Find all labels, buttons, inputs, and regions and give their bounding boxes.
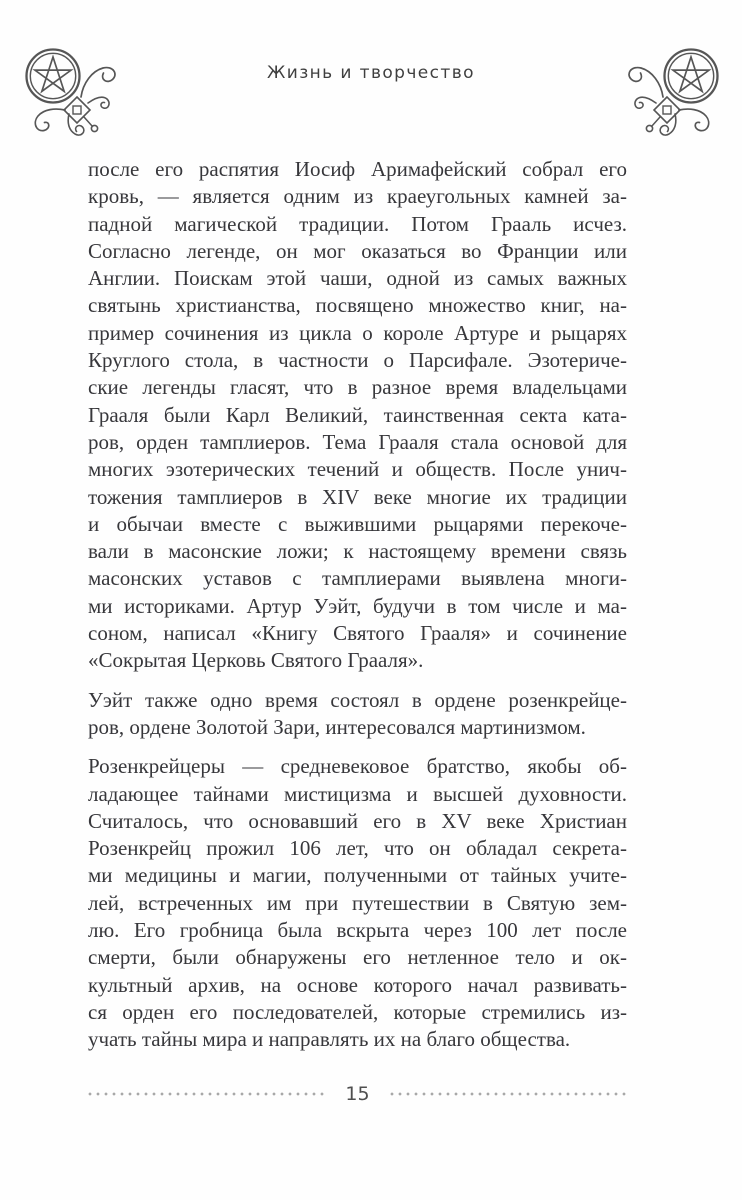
text-line: тожения тамплиеров в XIV веке многие их традиции (88, 484, 627, 509)
text-line: и обычаи вместе с выжившими рыцарями перекоче- (88, 511, 627, 536)
text-line: смерти, были обнаружены его нетленное тело и ок- (88, 945, 627, 970)
text-line: соном, написал «Книгу Святого Грааля» и сочинение (88, 621, 627, 646)
text-line: Грааля были Карл Великий, таинственная секта ката- (88, 402, 627, 427)
paragraph (88, 753, 627, 1053)
pentagram-ornament-right-icon (618, 46, 722, 144)
text-line: ров, ордене Золотой Зари, интересовался мартинизмом. (88, 714, 586, 739)
text-line: учать тайны мира и направлять их на благо общества. (88, 1027, 571, 1052)
text-line: лей, встреченных им при путешествии в Святую зем- (88, 890, 627, 915)
text-line: Согласно легенде, он мог оказаться во Франции или (88, 238, 627, 263)
page-footer (86, 1082, 629, 1106)
text-line: ров, орден тамплиеров. Тема Грааля стала основой для (88, 429, 627, 454)
text-line: Розенкрейц прожил 106 лет, что он обладал секрета- (88, 836, 627, 861)
text-line: Круглого стола, в частности о Парсифале. Эзотериче- (88, 348, 627, 373)
text-line: культный архив, на основе которого начал развивать- (88, 972, 627, 997)
text-line: ми историками. Артур Уэйт, будучи в том числе и ма- (88, 593, 627, 618)
body-text (88, 156, 627, 1054)
text-line: Англии. Поискам этой чаши, одной из самых важных (88, 266, 627, 291)
text-line: многих эзотерических течений и обществ. После унич- (88, 457, 627, 482)
text-line: кровь, — является одним из краеугольных камней за- (88, 184, 627, 209)
text-line: «Сокрытая Церковь Святого Грааля». (88, 648, 424, 673)
text-line: ские легенды гласят, что в разное время владельцами (88, 375, 627, 400)
text-line: ми медицины и магии, полученными от тайных учите- (88, 863, 627, 888)
text-line: ся орден его последователей, которые стремились из- (88, 999, 627, 1024)
text-line: Уэйт также одно время состоял в ордене розенкрейце- (88, 687, 627, 712)
page-number: 15 (345, 1083, 370, 1105)
text-line: Розенкрейцеры — средневековое братство, якобы об- (88, 754, 627, 779)
paragraph (88, 156, 627, 675)
text-line: падной магической традиции. Потом Грааль исчез. (88, 211, 627, 236)
running-header: Жизнь и творчество (267, 63, 475, 83)
text-line: лю. Его гробница была вскрыта через 100 лет после (88, 918, 627, 943)
pentagram-ornament-left-icon (22, 46, 126, 144)
text-line: после его распятия Иосиф Аримафейский собрал его (88, 157, 627, 181)
dotted-rule-right (388, 1092, 629, 1096)
paragraph (88, 687, 627, 742)
dotted-rule-left (86, 1092, 327, 1096)
text-line: святынь христианства, посвящено множество книг, на- (88, 293, 627, 318)
text-line: вали в масонские ложи; к настоящему времени связь (88, 539, 627, 564)
text-line: пример сочинения из цикла о короле Артуре и рыцарях (88, 320, 627, 345)
text-line: масонских уставов с тамплиерами выявлена многи- (88, 566, 627, 591)
text-line: Считалось, что основавший его в XV веке Христиан (88, 808, 627, 833)
text-line: ладающее тайнами мистицизма и высшей духовности. (88, 781, 627, 806)
